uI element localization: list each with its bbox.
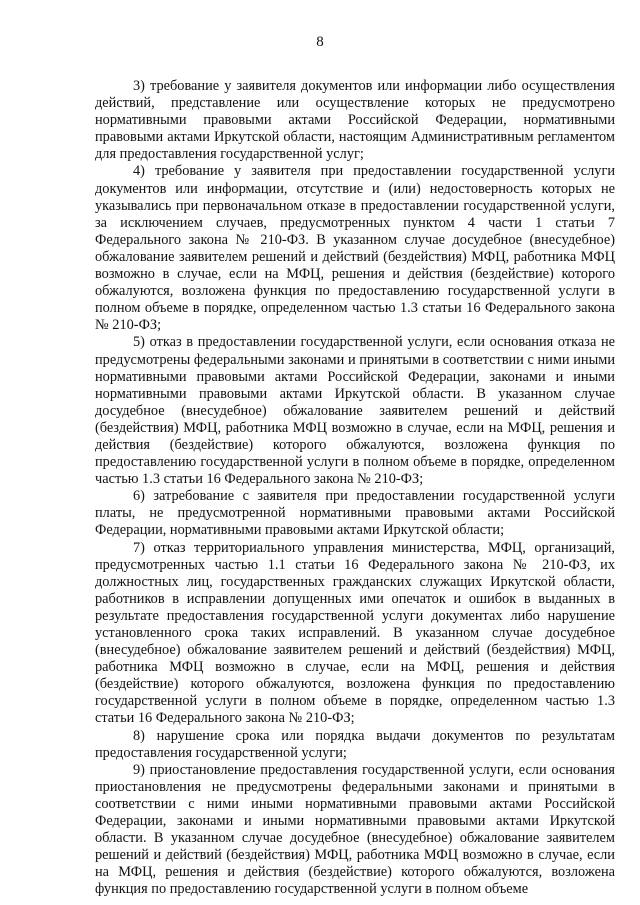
page-number: 8	[316, 34, 324, 50]
paragraph-item-7: 7) отказ территориального управления министерства, МФЦ, организаций, предусмотренных частью 1.1 статьи 16 Федерального закона № 210-ФЗ, их должностных лиц, государственных гражданских служащих Иркутской области, работников в исправлении допущенных ими опечаток и ошибок в выданных в результате предоставления государственной услуги документах либо нарушение установленного срока таких исправлений. В указанном случае досудебное (внесудебное) обжалование заявителем решений и действий (бездействия) МФЦ, работника МФЦ возможно в случае, если на МФЦ, решения и действия (бездействие) которого обжалуются, возложена функция по предоставлению государственной услуги в полном объеме в порядке, определенном частью 1.3 статьи 16 Федерального закона № 210-ФЗ;	[95, 539, 615, 727]
paragraph-item-9: 9) приостановление предоставления государственной услуги, если основания приостановления не предусмотрены федеральными законами и принятыми в соответствии с ними иными нормативными правовыми актами Российской Федерации, законами и иными нормативными правовыми актами Иркутской области. В указанном случае досудебное (внесудебное) обжалование заявителем решений и действий (бездействия) МФЦ, работника МФЦ возможно в случае, если на МФЦ, решения и действия (бездействие) которого обжалуются, возложена функция по предоставлению государственной услуги в полном объеме	[95, 761, 615, 898]
paragraph-item-5: 5) отказ в предоставлении государственной услуги, если основания отказа не предусмотрены федеральными законами и принятыми в соответствии с ними иными нормативными правовыми актами Российской Федерации, законами и иными нормативными правовыми актами Иркутской области. В указанном случае досудебное (внесудебное) обжалование заявителем решений и действий (бездействия) МФЦ, работника МФЦ возможно в случае, если на МФЦ, решения и действия (бездействие) которого обжалуются, возложена функция по предоставлению государственной услуги в полном объеме в порядке, определенном частью 1.3 статьи 16 Федерального закона № 210-ФЗ;	[95, 334, 615, 488]
paragraph-item-8: 8) нарушение срока или порядка выдачи документов по результатам предоставления государственной услуги;	[95, 727, 615, 761]
paragraph-item-6: 6) затребование с заявителя при предоставлении государственной услуги платы, не предусмотренной нормативными правовыми актами Российской Федерации, нормативными правовыми актами Иркутской области;	[95, 488, 615, 539]
paragraph-item-4: 4) требование у заявителя при предоставлении государственной услуги документов или информации, отсутствие и (или) недостоверность которых не указывались при первоначальном отказе в предоставлении государственной услуги, за исключением случаев, предусмотренных пунктом 4 части 1 статьи 7 Федерального закона № 210-ФЗ. В указанном случае досудебное (внесудебное) обжалование заявителем решений и действий (бездействия) МФЦ, работника МФЦ возможно в случае, если на МФЦ, решения и действия (бездействие) которого обжалуются, возложена функция по предоставлению государственной услуги в полном объеме в порядке, определенном частью 1.3 статьи 16 Федерального закона № 210-ФЗ;	[95, 163, 615, 334]
paragraph-item-3: 3) требование у заявителя документов или информации либо осуществления действий, представление или осуществление которых не предусмотрено нормативными правовыми актами Российской Федерации, нормативными правовыми актами Иркутской области, настоящим Административным регламентом для предоставления государственной услуг;	[95, 78, 615, 163]
document-body	[95, 78, 615, 899]
